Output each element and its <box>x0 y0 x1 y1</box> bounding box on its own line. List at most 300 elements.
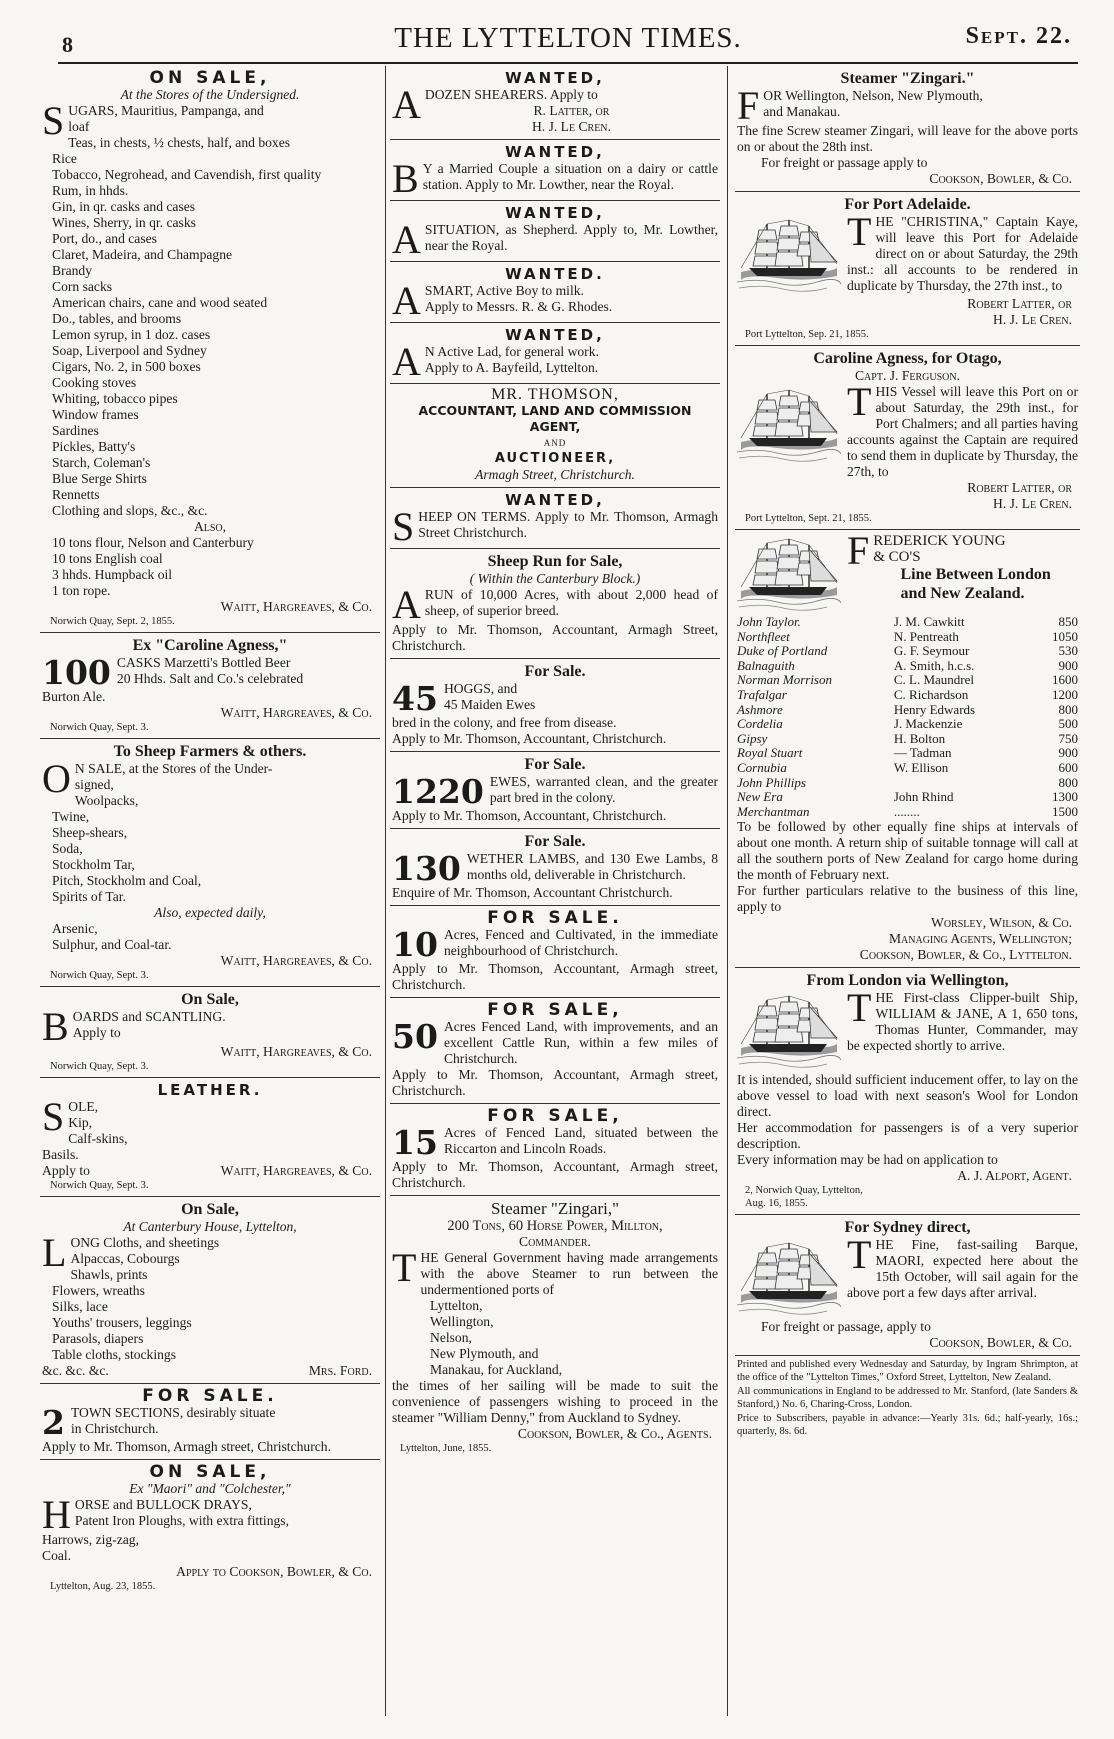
ad-apply: Apply to Mr. Thomson, Accountant, Christchurch. <box>392 731 667 746</box>
ad-heading: Steamer "Zingari." <box>840 70 975 87</box>
ad-line: Line Between London <box>900 566 1051 583</box>
drop-cap: S <box>42 1094 65 1139</box>
big-number: 100 <box>42 653 111 692</box>
item-list <box>42 1094 378 1163</box>
ad-signature: Cookson, Bowler, & Co., Agents. <box>517 1426 712 1441</box>
fleet-row <box>737 703 1078 718</box>
ad-signature: Apply to Cookson, Bowler, & Co. <box>176 1564 372 1579</box>
list-item: Window frames <box>52 407 139 422</box>
ad-apply: Apply to Mr. Thomson, Accountant, Christchurch. <box>392 808 667 823</box>
ship-engraving-icon <box>737 386 841 464</box>
fleet-master: J. Mackenzie <box>893 716 963 732</box>
newspaper-title: THE LYTTELTON TIMES. <box>394 22 742 54</box>
ad-william-jane <box>735 968 1080 1215</box>
fleet-table <box>737 615 1078 819</box>
fleet-tonnage: 800 <box>1058 701 1078 717</box>
ad-dateline: Norwich Quay, Sept. 3. <box>50 1061 149 1072</box>
ad-apply: Enquire of Mr. Thomson, Accountant Christchurch. <box>392 885 673 900</box>
ad-subheading: ( Within the Canterbury Block.) <box>469 571 641 586</box>
list-item: Teas, in chests, ½ chests, half, and boxes <box>68 135 291 150</box>
list-item: Pickles, Batty's <box>52 439 136 454</box>
ad-canterbury-house <box>40 1197 380 1384</box>
ad-line: 20 Hhds. Salt and Co.'s celebrated <box>116 671 304 686</box>
ad-signature: Waitt, Hargreaves, & Co. <box>220 953 372 968</box>
list-item: Corn sacks <box>52 279 113 294</box>
item-list <box>42 921 378 953</box>
drop-cap: T <box>847 985 872 1031</box>
fleet-master: A. Smith, h.c.s. <box>893 657 975 673</box>
ad-christina <box>735 192 1080 346</box>
ad-heading: For Sale. <box>524 663 586 680</box>
agent-name: MR. THOMSON, <box>491 386 619 403</box>
ad-line: N Active Lad, for general work. <box>424 344 599 359</box>
ad-line: Apply to <box>42 1163 90 1178</box>
ad-heading: For Sale. <box>524 833 586 850</box>
list-item: Claret, Madeira, and Champagne <box>52 247 233 262</box>
list-item: Clothing and slops, &c., &c. <box>52 503 208 518</box>
drop-cap: T <box>847 1232 872 1278</box>
fleet-ship-name: Trafalgar <box>737 686 787 702</box>
drop-cap: B <box>392 156 419 201</box>
list-item: Rice <box>52 151 77 166</box>
ad-line: & CO'S <box>873 549 921 565</box>
ad-dateline: Norwich Quay, Sept. 3. <box>50 1180 149 1191</box>
ad-line: For freight or passage apply to <box>761 155 928 170</box>
list-item: Wellington, <box>430 1314 494 1329</box>
drop-cap: F <box>737 83 760 128</box>
ad-frederick-young <box>735 530 1080 968</box>
ad-apply: Apply to Mr. Thomson, Armagh street, Christchurch. <box>42 1439 331 1454</box>
list-item: 10 tons flour, Nelson and Canterbury <box>52 535 254 550</box>
item-list <box>42 535 378 599</box>
ad-shearers <box>390 66 720 140</box>
ad-heading: FOR SALE. <box>142 1386 278 1406</box>
drop-cap: T <box>847 209 872 254</box>
ship-engraving-icon <box>737 535 841 613</box>
ad-line: bred in the colony, and free from disease. <box>392 715 617 730</box>
ad-dateline: Norwich Quay, Sept. 3. <box>50 970 149 981</box>
imprint-text: Price to Subscribers, payable in advance:—Yearly 31s. 6d.; half-yearly, 16s.; quarterly, 8s. 6d. <box>737 1413 1078 1437</box>
ad-subheading: Ex "Maori" and "Colchester," <box>129 1481 291 1496</box>
list-item: Arsenic, <box>52 921 98 936</box>
list-item: Soap, Liverpool and Sydney <box>52 343 207 358</box>
fleet-row <box>737 630 1078 645</box>
list-item: Whiting, tobacco pipes <box>52 391 178 406</box>
ship-engraving-icon <box>737 1239 841 1317</box>
ad-text: HIS Vessel will leave this Port on or about Saturday, the 29th inst., for Port Chalmers; and all parties having accounts against the Captain are required to send them in duplicate by Thursday, the 27th, to <box>847 384 1078 479</box>
ad-signature: H. J. Le Cren. <box>531 119 611 134</box>
agent-and: AND <box>543 438 567 448</box>
drop-cap: B <box>42 1004 69 1049</box>
list-item: Cigars, No. 2, in 500 boxes <box>52 359 201 374</box>
big-number: 45 <box>392 679 438 718</box>
ad-dateline: Lyttelton, June, 1855. <box>400 1443 492 1454</box>
drop-cap: T <box>847 379 872 424</box>
agent-address: Armagh Street, Christchurch. <box>475 467 635 482</box>
fleet-ship-name: Northfleet <box>737 628 790 644</box>
fleet-ship-name: New Era <box>737 789 783 805</box>
fleet-tonnage: 500 <box>1058 716 1078 732</box>
list-item: Silks, lace <box>52 1299 108 1314</box>
ad-15-acres <box>390 1104 720 1196</box>
fleet-row <box>737 790 1078 805</box>
fleet-row <box>737 761 1078 776</box>
fleet-ship-name: John Taylor. <box>737 614 801 629</box>
ad-text: EWES, warranted clean, and the greater part bred in the colony. <box>489 774 718 805</box>
ad-drays <box>40 1460 380 1597</box>
fleet-row <box>737 673 1078 688</box>
ad-text: RUN of 10,000 Acres, with about 2,000 head of sheep, of superior breed. <box>424 587 718 618</box>
ad-sugars <box>40 66 380 633</box>
ship-engraving-icon <box>737 992 841 1070</box>
fleet-row <box>737 644 1078 659</box>
ad-text: The fine Screw steamer Zingari, will leave for the above ports on or about the 28th inst. <box>737 123 1078 154</box>
ad-heading: WANTED, <box>505 143 605 161</box>
drop-cap: O <box>42 756 71 801</box>
ad-text: Acres of Fenced Land, situated between the Riccarton and Lincoln Roads. <box>443 1125 718 1156</box>
ad-line: For freight or passage, apply to <box>761 1319 931 1335</box>
list-item: Do., tables, and brooms <box>52 311 182 326</box>
ad-sheep-run <box>390 549 720 659</box>
big-number: 50 <box>392 1017 438 1056</box>
list-item: Sardines <box>52 423 99 438</box>
column-rule <box>385 66 386 1716</box>
ad-heading: For Port Adelaide. <box>844 196 971 213</box>
ad-thomson-card <box>390 384 720 488</box>
ad-dateline: 2, Norwich Quay, Lyttelton, <box>745 1185 863 1197</box>
ad-heading: WANTED, <box>505 204 605 222</box>
ad-signature: R. Latter, or <box>533 103 610 118</box>
fleet-row <box>737 688 1078 703</box>
ad-line: CASKS Marzetti's Bottled Beer <box>116 655 291 670</box>
drop-cap: S <box>392 504 415 549</box>
ad-line: ONG Cloths, and sheetings <box>70 1235 220 1250</box>
ad-dateline: Lyttelton, Aug. 23, 1855. <box>50 1581 156 1592</box>
drop-cap: S <box>42 98 65 143</box>
list-item: Flowers, wreaths <box>52 1283 145 1298</box>
big-number: 130 <box>392 849 461 888</box>
ad-caroline-beer <box>40 633 380 739</box>
list-item: Nelson, <box>430 1330 472 1345</box>
port-list <box>392 1298 718 1378</box>
ad-heading: On Sale, <box>181 1201 239 1218</box>
list-item: Soda, <box>52 841 83 856</box>
fleet-master: J. M. Cawkitt <box>893 614 965 629</box>
ad-heading: WANTED, <box>505 491 605 509</box>
fleet-tonnage: 530 <box>1058 643 1078 659</box>
fleet-tonnage: 900 <box>1058 657 1078 673</box>
list-item: signed, <box>74 777 114 792</box>
ad-line: ORSE and BULLOCK DRAYS, <box>74 1497 252 1512</box>
list-item: American chairs, cane and wood seated <box>52 295 268 310</box>
ad-line: Apply to <box>72 1025 121 1040</box>
list-item: 10 tons English coal <box>52 551 163 566</box>
ad-heading: ON SALE, <box>149 1462 271 1482</box>
ad-text: HE First-class Clipper-built Ship, WILLIAM & JANE, A 1, 650 tons, Thomas Hunter, Commander, may be expected shortly to arrive. <box>847 990 1078 1054</box>
big-number: 2 <box>42 1403 65 1442</box>
ad-text: HE "CHRISTINA," Captain Kaye, will leave this Port for Adelaide direct on or about Saturday, the 29th inst.: all accounts to be rendered in duplicate by Thursday, the 27th inst., to <box>847 214 1078 293</box>
ad-dateline: Aug. 16, 1855. <box>745 1198 808 1210</box>
ad-signature: Cookson, Bowler, & Co., Lyttelton. <box>859 947 1072 963</box>
ad-heading: WANTED. <box>505 265 605 283</box>
list-item: Tobacco, Negrohead, and Cavendish, first quality <box>52 167 322 182</box>
fleet-ship-name: Cordelia <box>737 716 783 732</box>
ad-heading: FOR SALE. <box>487 908 623 928</box>
fleet-ship-name: Merchantman <box>737 803 810 819</box>
ad-signature: H. J. Le Cren. <box>993 312 1072 327</box>
list-item: 3 hhds. Humpback oil <box>52 567 173 582</box>
ad-signature: A. J. Alport, Agent. <box>957 1168 1072 1184</box>
ad-heading: For Sydney direct, <box>844 1219 971 1237</box>
list-item: Calf-skins, <box>68 1131 128 1146</box>
ad-sheep-terms <box>390 488 720 549</box>
drop-cap: L <box>42 1230 67 1275</box>
ad-shepherd <box>390 201 720 262</box>
fleet-ship-name: Gipsy <box>737 730 768 746</box>
column-rule <box>727 66 728 1716</box>
agent-title: ACCOUNTANT, LAND AND COMMISSION AGENT, <box>418 403 692 434</box>
ad-text: For further particulars relative to the business of this line, apply to <box>737 883 1078 915</box>
ad-signature: Worsley, Wilson, & Co. <box>930 915 1072 931</box>
fleet-master: Henry Edwards <box>893 701 976 717</box>
ad-text: It is intended, should sufficient inducement offer, to lay on the above vessel to load with next season's Wool for London direct. <box>737 1072 1078 1120</box>
ad-apply: Apply to Mr. Thomson, Accountant, Armagh Street, Christchurch. <box>392 622 718 653</box>
fleet-master: ........ <box>893 803 920 819</box>
fleet-ship-name: Royal Stuart <box>737 745 803 761</box>
ad-text: Her accommodation for passengers is of a very superior description. <box>737 1120 1078 1152</box>
ad-line: DOZEN SHEARERS. Apply to <box>424 87 598 102</box>
list-item: Kip, <box>68 1115 93 1130</box>
big-number: 10 <box>392 925 438 964</box>
list-item: Twine, <box>52 809 90 824</box>
list-item: loaf <box>68 119 90 134</box>
fleet-master: C. Richardson <box>893 686 969 702</box>
ad-signature: Managing Agents, Wellington; <box>888 931 1072 947</box>
drop-cap: A <box>392 582 421 627</box>
fleet-master <box>894 776 1024 791</box>
ad-line: Harrows, zig-zag, <box>42 1532 140 1547</box>
fleet-row <box>737 732 1078 747</box>
list-item: Table cloths, stockings <box>52 1347 177 1362</box>
fleet-ship-name: Cornubia <box>737 759 787 775</box>
fleet-ship-name: Duke of Portland <box>737 643 828 659</box>
ad-line: Apply to Messrs. R. & G. Rhodes. <box>424 299 613 314</box>
ad-text: Acres Fenced Land, with improvements, and an excellent Cattle Run, within a few miles of Christchurch. <box>443 1019 718 1066</box>
ad-heading: FOR SALE, <box>487 1000 623 1020</box>
ad-signature: Robert Latter, or <box>967 296 1072 311</box>
fleet-tonnage: 1500 <box>1052 803 1078 819</box>
list-item: Port, do., and cases <box>52 231 157 246</box>
ad-active-lad <box>390 323 720 384</box>
fleet-master: John Rhind <box>893 789 954 805</box>
list-item: Brandy <box>52 263 93 278</box>
fleet-row <box>737 615 1078 630</box>
publisher-imprint <box>735 1356 1080 1444</box>
expected-label: Also, expected daily, <box>154 905 266 920</box>
list-item: Wines, Sherry, in qr. casks <box>52 215 196 230</box>
fleet-row <box>737 805 1078 820</box>
imprint-text: Printed and published every Wednesday and Saturday, by Ingram Shrimpton, at the office of the "Lyttelton Times," Oxford Street, Lyttelton, New Zealand. <box>737 1359 1078 1383</box>
fleet-ship-name: Balnaguith <box>737 657 795 673</box>
drop-cap: A <box>392 339 421 384</box>
list-item: Stockholm Tar, <box>52 857 135 872</box>
fleet-master: H. Bolton <box>893 730 946 746</box>
ad-heading: Caroline Agness, for Otago, <box>813 350 1002 367</box>
fleet-row <box>737 776 1078 791</box>
ad-wether-lambs <box>390 829 720 906</box>
column-right <box>735 66 1080 1721</box>
drop-cap: T <box>392 1245 417 1290</box>
ad-town-sections <box>40 1384 380 1460</box>
fleet-tonnage: 750 <box>1058 730 1078 746</box>
list-item: Rennetts <box>52 487 100 502</box>
ad-line: HOGGS, and <box>443 681 518 696</box>
ad-line: in Christchurch. <box>70 1421 159 1436</box>
ad-apply: Apply to Mr. Thomson, Accountant, Armagh street, Christchurch. <box>392 1159 718 1190</box>
ad-boards <box>40 987 380 1078</box>
ad-smart-boy <box>390 262 720 323</box>
ad-heading: WANTED, <box>505 69 605 87</box>
list-item: Lyttelton, <box>430 1298 483 1313</box>
ad-line: &c. &c. &c. <box>42 1363 109 1378</box>
ad-line: OR Wellington, Nelson, New Plymouth, <box>763 88 983 103</box>
ad-50-acres <box>390 998 720 1104</box>
ad-dateline: Norwich Quay, Sept. 3. <box>50 722 149 733</box>
list-item: Youths' trousers, leggings <box>52 1315 192 1330</box>
drop-cap: F <box>847 528 870 573</box>
fleet-master: — Tadman <box>893 745 952 761</box>
list-item: OLE, <box>68 1099 99 1114</box>
list-item: Spirits of Tar. <box>52 889 126 904</box>
issue-date: Sept. 22. <box>965 23 1072 49</box>
page-number: 8 <box>62 32 73 57</box>
fleet-master: W. Ellison <box>893 759 949 775</box>
item-list <box>42 119 378 519</box>
ad-signature: Waitt, Hargreaves, & Co. <box>220 1163 372 1178</box>
list-item: New Plymouth, and <box>430 1346 539 1361</box>
fleet-row <box>737 746 1078 761</box>
fleet-row <box>737 717 1078 732</box>
also-label: Also, <box>193 519 227 534</box>
ad-heading: On Sale, <box>181 991 239 1008</box>
ad-signature: Waitt, Hargreaves, & Co. <box>220 1044 372 1059</box>
ad-sheep-farmers <box>40 739 380 987</box>
fleet-ship-name: Ashmore <box>737 701 783 717</box>
ad-dateline: Norwich Quay, Sept. 2, 1855. <box>50 616 175 627</box>
ad-dateline: Port Lyttelton, Sep. 21, 1855. <box>745 329 869 340</box>
ad-ewes <box>390 752 720 829</box>
ad-text: Every information may be had on application to <box>737 1152 998 1168</box>
imprint-text: All communications in England to be addressed to Mr. Stanford, (late Sanders & Stanford,) No. 6, Charing-Cross, London. <box>737 1386 1078 1410</box>
ad-text: SITUATION, as Shepherd. Apply to, Mr. Lowther, near the Royal. <box>424 222 718 253</box>
agent-auctioneer: AUCTIONEER, <box>494 451 616 466</box>
ad-line: TOWN SECTIONS, desirably situate <box>70 1405 276 1420</box>
list-item: Basils. <box>42 1147 79 1162</box>
ad-dateline: Port Lyttelton, Sept. 21, 1855. <box>745 513 872 524</box>
fleet-ship-name: Norman Morrison <box>737 672 832 688</box>
ad-signature: Waitt, Hargreaves, & Co. <box>220 599 372 614</box>
ad-line: and New Zealand. <box>900 585 1025 602</box>
ad-subheading: At Canterbury House, Lyttelton, <box>123 1219 297 1234</box>
list-item: Lemon syrup, in 1 doz. cases <box>52 327 211 342</box>
ad-line: OARDS and SCANTLING. <box>72 1009 226 1024</box>
ad-heading: LEATHER. <box>157 1081 263 1099</box>
fleet-tonnage: 1050 <box>1052 628 1078 644</box>
fleet-tonnage: 900 <box>1058 745 1078 761</box>
list-item: Woolpacks, <box>74 793 139 808</box>
ad-text: HE General Government having made arrangements with the above Steamer to run between the undermentioned ports of <box>420 1250 718 1297</box>
ad-signature: Waitt, Hargreaves, & Co. <box>220 705 372 720</box>
list-item: Cooking stoves <box>52 375 137 390</box>
list-item: 1 ton rope. <box>52 583 111 598</box>
ad-signature: Cookson, Bowler, & Co. <box>929 1335 1072 1351</box>
ship-engraving-icon <box>737 216 841 294</box>
fleet-tonnage: 800 <box>1058 774 1078 790</box>
ad-line: and Manakau. <box>763 104 841 119</box>
ad-text: Y a Married Couple a situation on a dairy or cattle station. Apply to Mr. Lowther, near the Royal. <box>422 161 718 192</box>
ad-signature: Mrs. Ford. <box>308 1363 372 1378</box>
list-item: Sulphur, and Coal-tar. <box>52 937 172 952</box>
ad-married-couple <box>390 140 720 201</box>
ad-10-acres <box>390 906 720 998</box>
ad-line: SMART, Active Boy to milk. <box>424 283 584 298</box>
list-item: Shawls, prints <box>70 1267 148 1282</box>
drop-cap: H <box>42 1492 71 1537</box>
list-item: Starch, Coleman's <box>52 455 151 470</box>
list-item: Blue Serge Shirts <box>52 471 147 486</box>
ad-text: HE Fine, fast-sailing Barque, MAORI, expected here about the 15th October, will sail again for the above port a few days after arrival. <box>847 1237 1078 1301</box>
ad-heading: From London via Wellington, <box>806 972 1009 990</box>
ad-heading: To Sheep Farmers & others. <box>113 743 307 760</box>
ad-line: UGARS, Mauritius, Pampanga, and <box>68 103 264 118</box>
big-number: 1220 <box>392 772 484 811</box>
fleet-master: N. Pentreath <box>893 628 959 644</box>
fleet-tonnage: 1300 <box>1052 789 1078 805</box>
ad-apply: Apply to Mr. Thomson, Accountant, Armagh street, Christchurch. <box>392 1067 718 1098</box>
drop-cap: A <box>392 278 421 323</box>
list-item: Rum, in hhds. <box>52 183 129 198</box>
ad-text: the times of her sailing will be made to suit the convenience of passengers wishing to proceed in the steamer "William Denny," from Auckland to Sydney. <box>392 1378 718 1425</box>
list-item: Alpaccas, Cobourgs <box>70 1251 180 1266</box>
ad-line: N SALE, at the Stores of the Under- <box>74 761 273 776</box>
ad-otago <box>735 346 1080 530</box>
drop-cap: A <box>392 82 421 127</box>
ad-line: Apply to A. Bayfeild, Lyttelton. <box>424 360 599 375</box>
big-number: 15 <box>392 1123 438 1162</box>
ad-line: Coal. <box>42 1548 72 1563</box>
page-header <box>58 20 1078 64</box>
item-list <box>42 777 378 905</box>
column-left <box>40 66 380 1721</box>
ad-text: WETHER LAMBS, and 130 Ewe Lambs, 8 months old, deliverable in Christchurch. <box>466 851 718 882</box>
ad-text: Acres, Fenced and Cultivated, in the immediate neighbourhood of Christchurch. <box>443 927 718 958</box>
ad-signature: Cookson, Bowler, & Co. <box>929 171 1072 186</box>
column-middle <box>390 66 720 1721</box>
ad-heading: FOR SALE, <box>487 1106 623 1126</box>
ad-subheading: At the Stores of the Undersigned. <box>120 87 300 102</box>
list-item: Sheep-shears, <box>52 825 128 840</box>
ad-line: 45 Maiden Ewes <box>443 697 536 712</box>
fleet-tonnage: 1600 <box>1052 672 1078 688</box>
fleet-master: C. L. Maundrel <box>893 672 975 688</box>
ad-text: HEEP ON TERMS. Apply to Mr. Thomson, Armagh Street Christchurch. <box>418 509 718 540</box>
list-item: Manakau, for Auckland, <box>430 1362 563 1377</box>
ad-heading: Ex "Caroline Agness," <box>132 637 288 654</box>
fleet-tonnage: 850 <box>1058 614 1078 629</box>
ad-line: Patent Iron Ploughs, with extra fittings, <box>74 1513 289 1528</box>
ad-line: Commander. <box>519 1234 591 1249</box>
fleet-tonnage: 1200 <box>1052 686 1078 702</box>
